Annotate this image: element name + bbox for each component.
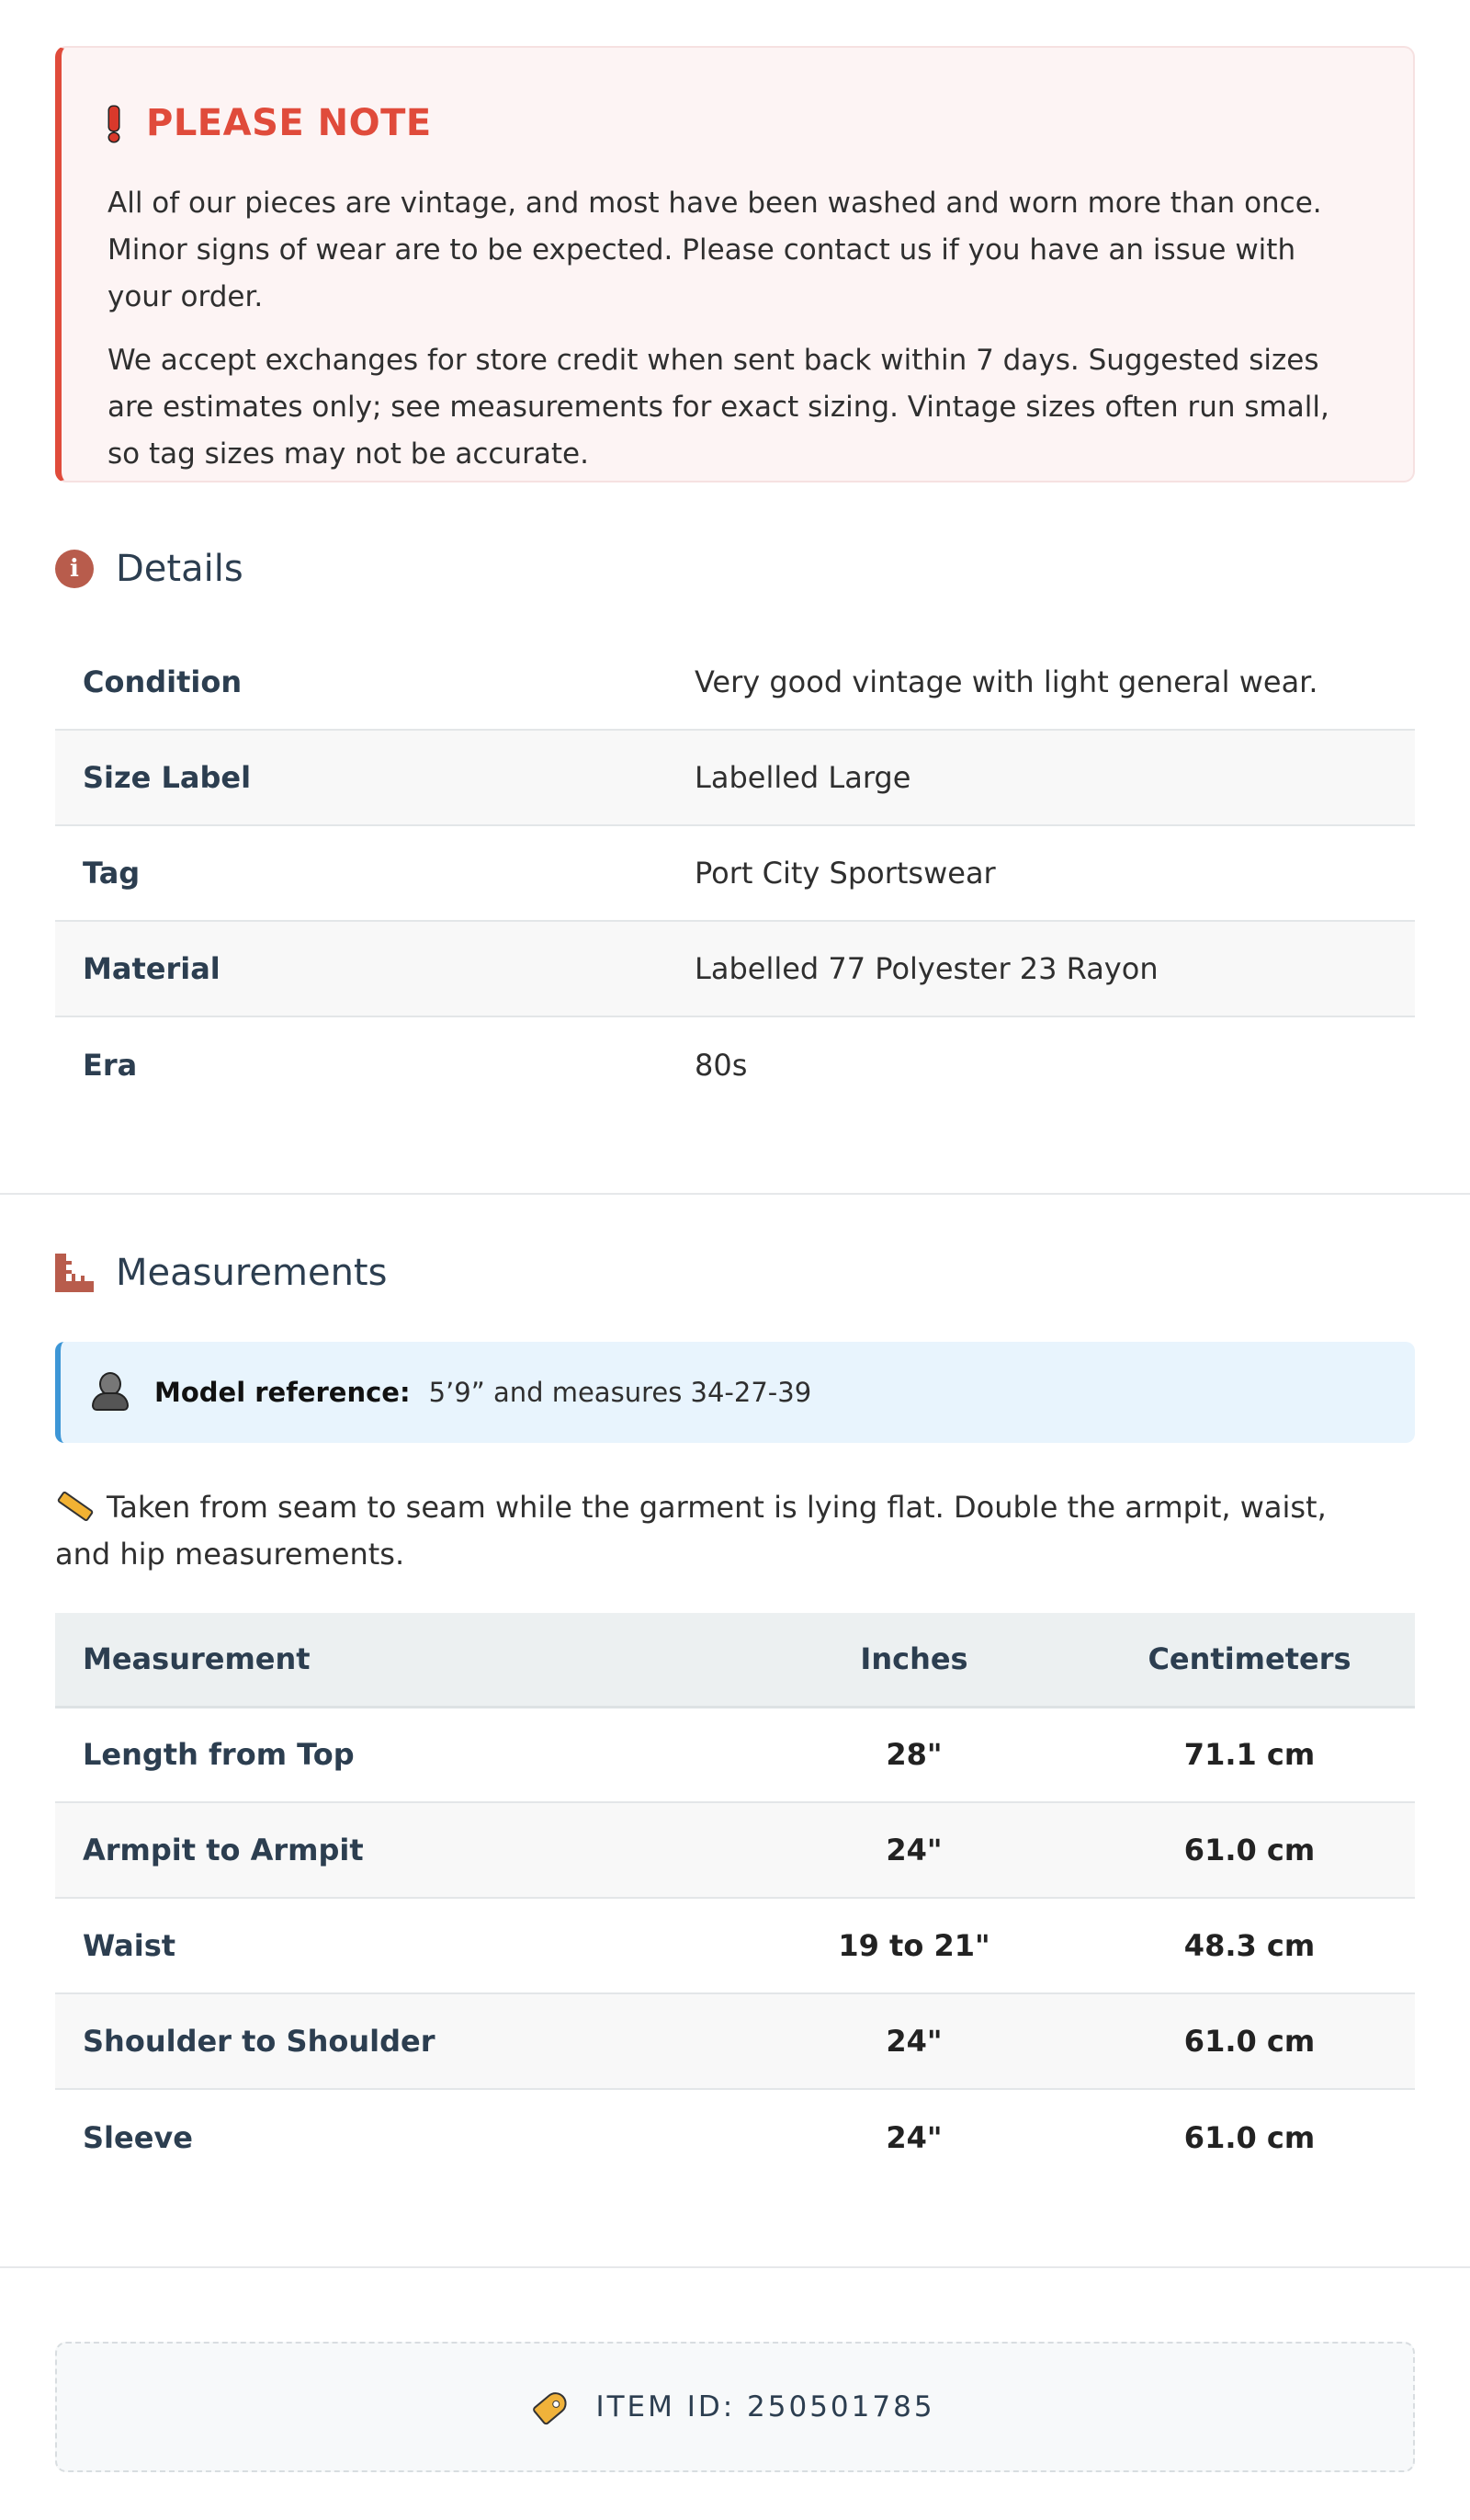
pencil-icon <box>57 1491 95 1522</box>
measurement-inches: 19 to 21" <box>744 1898 1084 1993</box>
measurements-heading-text: Measurements <box>116 1252 388 1294</box>
detail-label: Size Label <box>55 730 667 825</box>
measurement-cm: 71.1 cm <box>1084 1707 1415 1802</box>
table-row <box>55 825 1415 921</box>
model-reference <box>55 1342 1415 1443</box>
details-table <box>55 634 1415 1112</box>
detail-value: Port City Sportswear <box>667 825 1415 921</box>
table-row <box>55 1993 1415 2089</box>
measurement-inches: 24" <box>744 1802 1084 1898</box>
detail-value: Very good vintage with light general wear. <box>667 634 1415 730</box>
person-icon <box>94 1374 127 1411</box>
table-row <box>55 921 1415 1016</box>
measurement-cm: 61.0 cm <box>1084 1802 1415 1898</box>
measurement-inches: 24" <box>886 2119 943 2155</box>
measurement-name: Waist <box>55 1898 744 1993</box>
measurement-name: Sleeve <box>83 2119 193 2155</box>
measurements-heading <box>55 1252 387 1294</box>
table-header-row <box>55 1613 1415 1707</box>
model-reference-value: 5’9” and measures 34-27-39 <box>428 1377 812 1408</box>
ruler-icon <box>55 1254 94 1292</box>
measurements-table <box>55 1613 1415 2185</box>
measurement-cm: 61.0 cm <box>1183 2119 1316 2155</box>
tag-icon <box>532 2388 571 2426</box>
measurement-name: Length from Top <box>55 1707 744 1802</box>
notice-title <box>107 103 1367 143</box>
table-row <box>55 1802 1415 1898</box>
section-divider <box>0 1193 1470 1195</box>
measurement-inches: 28" <box>744 1707 1084 1802</box>
section-divider <box>0 2266 1470 2268</box>
notice-title-text: PLEASE NOTE <box>146 102 432 144</box>
table-row <box>55 1898 1415 1993</box>
column-header: Centimeters <box>1084 1613 1415 1707</box>
notice-box <box>55 46 1415 482</box>
column-header: Inches <box>744 1613 1084 1707</box>
detail-value: 80s <box>695 1047 748 1083</box>
detail-value: Labelled 77 Polyester 23 Rayon <box>667 921 1415 1016</box>
item-id-text: ITEM ID: 250501785 <box>595 2390 935 2424</box>
exclamation-icon <box>107 105 120 142</box>
measurement-name: Armpit to Armpit <box>55 1802 744 1898</box>
details-heading-text: Details <box>116 548 243 590</box>
table-row <box>55 2089 1415 2185</box>
measurement-note <box>55 1484 1341 1578</box>
measurement-inches: 24" <box>744 1993 1084 2089</box>
table-row <box>55 1016 1415 1112</box>
info-icon: i <box>55 550 94 588</box>
column-header: Measurement <box>55 1613 744 1707</box>
detail-label: Material <box>55 921 667 1016</box>
measurement-cm: 61.0 cm <box>1084 1993 1415 2089</box>
details-heading <box>55 548 243 590</box>
detail-label: Tag <box>55 825 667 921</box>
table-row <box>55 730 1415 825</box>
table-row <box>55 634 1415 730</box>
detail-value: Labelled Large <box>667 730 1415 825</box>
notice-paragraph-1: All of our pieces are vintage, and most have been washed and worn more than once. Minor signs of wear are to be expected. Please contact us if you have an issue with your order. <box>107 187 1322 313</box>
measurement-cm: 48.3 cm <box>1084 1898 1415 1993</box>
notice-paragraph-2: We accept exchanges for store credit when sent back within 7 days. Suggested sizes are estimates only; see measurements for exact sizing. Vintage sizes often run small, so tag sizes may not be accurate. <box>107 344 1329 471</box>
detail-label: Condition <box>55 634 667 730</box>
detail-label: Era <box>83 1047 138 1083</box>
measurement-note-text: Taken from seam to seam while the garment is lying flat. Double the armpit, waist, and hip measurements. <box>55 1490 1327 1572</box>
item-id-box <box>55 2342 1415 2472</box>
model-reference-label: Model reference: <box>154 1377 411 1408</box>
measurement-name: Shoulder to Shoulder <box>55 1993 744 2089</box>
table-row <box>55 1707 1415 1802</box>
